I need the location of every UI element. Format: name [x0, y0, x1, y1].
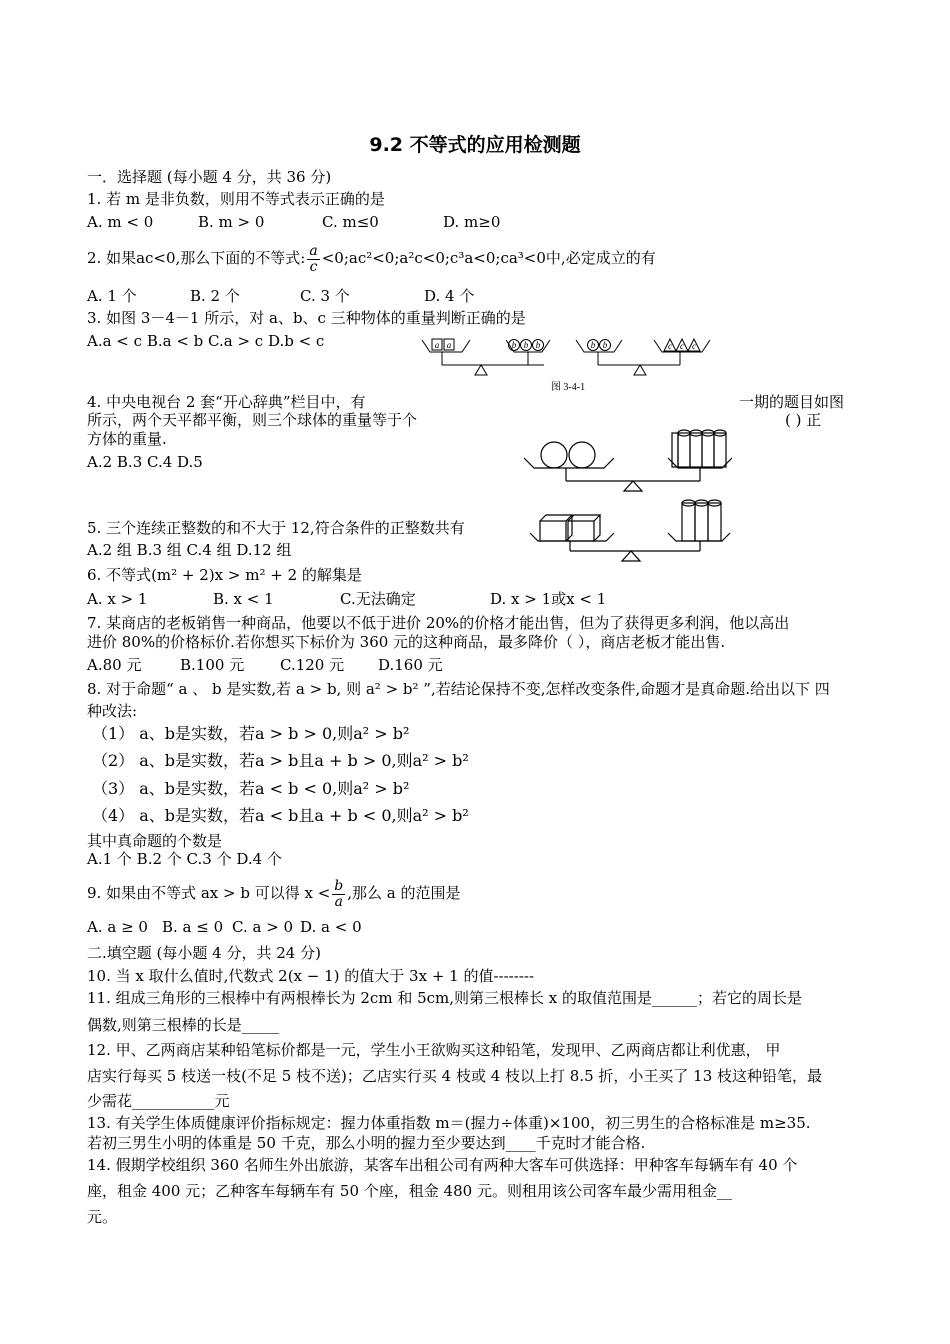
fig-letter-a2: a [446, 340, 452, 350]
q1-option-c: C. m≤0 [322, 213, 379, 231]
q7-line-1: 7. 某商店的老板销售一种商品，他要以不低于进价 20%的价格才能出售，但为了获得更多利润，他以高出 [87, 614, 790, 632]
q2-option-a: A. 1 个 [87, 287, 137, 305]
q8-line-3: 其中真命题的个数是 [87, 832, 223, 850]
fig-caption: 图 3-4-1 [550, 382, 586, 393]
q9-option-d: D. a < 0 [300, 918, 362, 936]
q14-line-1: 14. 假期学校组织 360 名师生外出旅游，某客车出租公司有两种大客车可供选择：甲种客车每辆车有 40 个 [87, 1156, 798, 1174]
q4-line-3: 方体的重量. [87, 430, 167, 448]
q9-stem [87, 876, 461, 910]
q8-item-3: （3） a、b是实数，若a < b < 0,则a² > b² [92, 779, 410, 798]
q2-option-c: C. 3 个 [300, 287, 350, 305]
q7-option-b: B.100 元 [180, 656, 245, 674]
section-1-heading: 一．选择题 (每小题 4 分，共 36 分) [87, 168, 332, 186]
q2-frac-den: c [309, 258, 318, 275]
q8-item-1: （1） a、b是实数，若a > b > 0,则a² > b² [92, 724, 410, 743]
q9-stem-b: ,那么 a 的范围是 [347, 884, 461, 902]
q7-option-a: A.80 元 [87, 656, 142, 674]
fig-letter-c3: c [692, 341, 696, 351]
fig-letter-b5: b [602, 340, 608, 350]
q5-options: A.2 组 B.3 组 C.4 组 D.12 组 [87, 541, 292, 559]
fig-letter-b1: b [511, 340, 517, 350]
q6-option-d: D. x > 1或x < 1 [490, 590, 607, 608]
q2-option-b: B. 2 个 [190, 287, 240, 305]
q14-line-2: 座，租金 400 元；乙种客车每辆车有 50 个座，租金 480 元。则租用该公司客车最少需用租金__ [87, 1182, 732, 1200]
q2-fraction [307, 244, 319, 275]
q14-line-3: 元。 [87, 1208, 118, 1226]
q2-stem-b: <0;ac²<0;a²c<0;c³a<0;ca³<0中,必定成立的有 [321, 249, 656, 267]
q13-line-2: 若初三男生小明的体重是 50 千克，那么小明的握力至少要达到____千克时才能合格. [87, 1134, 646, 1152]
q4-line-2-right: ( ) 正 [785, 411, 822, 429]
page-title: 9.2 不等式的应用检测题 [369, 134, 581, 156]
q6-option-c: C.无法确定 [340, 590, 416, 608]
q7-option-c: C.120 元 [280, 656, 345, 674]
q2-option-d: D. 4 个 [424, 287, 475, 305]
q11-line-2: 偶数,则第三根棒的长是_____ [87, 1016, 280, 1034]
q3-stem: 3. 如图 3－4－1 所示，对 a、b、c 三种物体的重量判断正确的是 [87, 309, 526, 327]
q1-stem: 1. 若 m 是非负数，则用不等式表示正确的是 [87, 190, 385, 208]
q9-fraction [332, 879, 345, 910]
q13-line-1: 13. 有关学生体质健康评价指标规定：握力体重指数 m＝(握力÷体重)×100，初三男生的合格标准是 m≥35. [87, 1114, 811, 1132]
q4-options: A.2 B.3 C.4 D.5 [87, 453, 203, 471]
balance-figure-q4 [518, 425, 738, 573]
q5-stem: 5. 三个连续正整数的和不大于 12,符合条件的正整数共有 [87, 519, 465, 537]
q11-line-1: 11. 组成三角形的三根棒中有两根棒长为 2cm 和 5cm,则第三根棒长 x 的取值范围是______；若它的周长是 [87, 989, 803, 1007]
q7-line-2: 进价 80%的价格标价.若你想买下标价为 360 元的这种商品，最多降价（ ），商店老板才能出售. [87, 633, 726, 651]
fig-letter-b2: b [523, 340, 529, 350]
q9-option-a: A. a ≥ 0 [87, 918, 148, 936]
fig-letter-c1: c [668, 341, 672, 351]
balance-figure-3-4-1 [418, 333, 718, 395]
q9-frac-den: a [334, 893, 343, 910]
fig-letter-b3: b [535, 340, 541, 350]
q1-option-d: D. m≥0 [443, 213, 501, 231]
q12-line-1: 12. 甲、乙两商店某种铅笔标价都是一元，学生小王欲购买这种铅笔，发现甲、乙两商店都让利优惠， 甲 [87, 1041, 781, 1059]
q4-line-1: 4. 中央电视台 2 套“开心辞典”栏目中，有 [87, 393, 366, 411]
q2-frac-num: a [309, 242, 318, 259]
q9-stem-a: 9. 如果由不等式 ax > b 可以得 x < [87, 884, 331, 902]
q2-stem-a: 2. 如果ac<0,那么下面的不等式: [87, 249, 306, 267]
q8-options: A.1 个 B.2 个 C.3 个 D.4 个 [87, 850, 282, 868]
q6-option-b: B. x < 1 [213, 590, 274, 608]
q8-line-1: 8. 对于命题“ a 、 b 是实数,若 a > b, 则 a² > b² ”,若结论保持不变,怎样改变条件,命题才是真命题.给出以下 四 [87, 680, 830, 698]
q3-options: A.a < c B.a < b C.a > c D.b < c [87, 332, 325, 350]
q4-line-2: 所示，两个天平都平衡，则三个球体的重量等于个 [87, 411, 418, 429]
q6-stem: 6. 不等式(m² + 2)x > m² + 2 的解集是 [87, 566, 362, 584]
q8-line-2: 种改法: [87, 702, 138, 720]
q8-item-4: （4） a、b是实数，若a < b且a + b < 0,则a² > b² [92, 806, 469, 825]
q8-item-2: （2） a、b是实数，若a > b且a + b > 0,则a² > b² [92, 751, 469, 770]
q12-line-3: 少需花___________元 [87, 1092, 230, 1110]
q6-option-a: A. x > 1 [87, 590, 148, 608]
fig-letter-a1: a [434, 340, 440, 350]
section-2-heading: 二.填空题 (每小题 4 分，共 24 分) [87, 944, 321, 962]
fig-letter-c2: c [680, 341, 684, 351]
q10-stem: 10. 当 x 取什么值时,代数式 2(x − 1) 的值大于 3x + 1 的值-------- [87, 967, 535, 985]
q9-frac-num: b [334, 877, 344, 894]
q7-option-d: D.160 元 [378, 656, 443, 674]
q2-stem [87, 240, 656, 276]
fig-letter-b4: b [590, 340, 596, 350]
q1-option-a: A. m < 0 [87, 213, 154, 231]
q9-option-b: B. a ≤ 0 [162, 918, 224, 936]
q12-line-2: 店实行每买 5 枝送一枝(不足 5 枝不送)；乙店实行买 4 枝或 4 枝以上打 8.5 折，小王买了 13 枝这种铅笔，最 [87, 1067, 823, 1085]
q9-option-c: C. a > 0 [232, 918, 294, 936]
q4-line-1-right: 一期的题目如图 [739, 393, 845, 411]
q1-option-b: B. m > 0 [198, 213, 265, 231]
